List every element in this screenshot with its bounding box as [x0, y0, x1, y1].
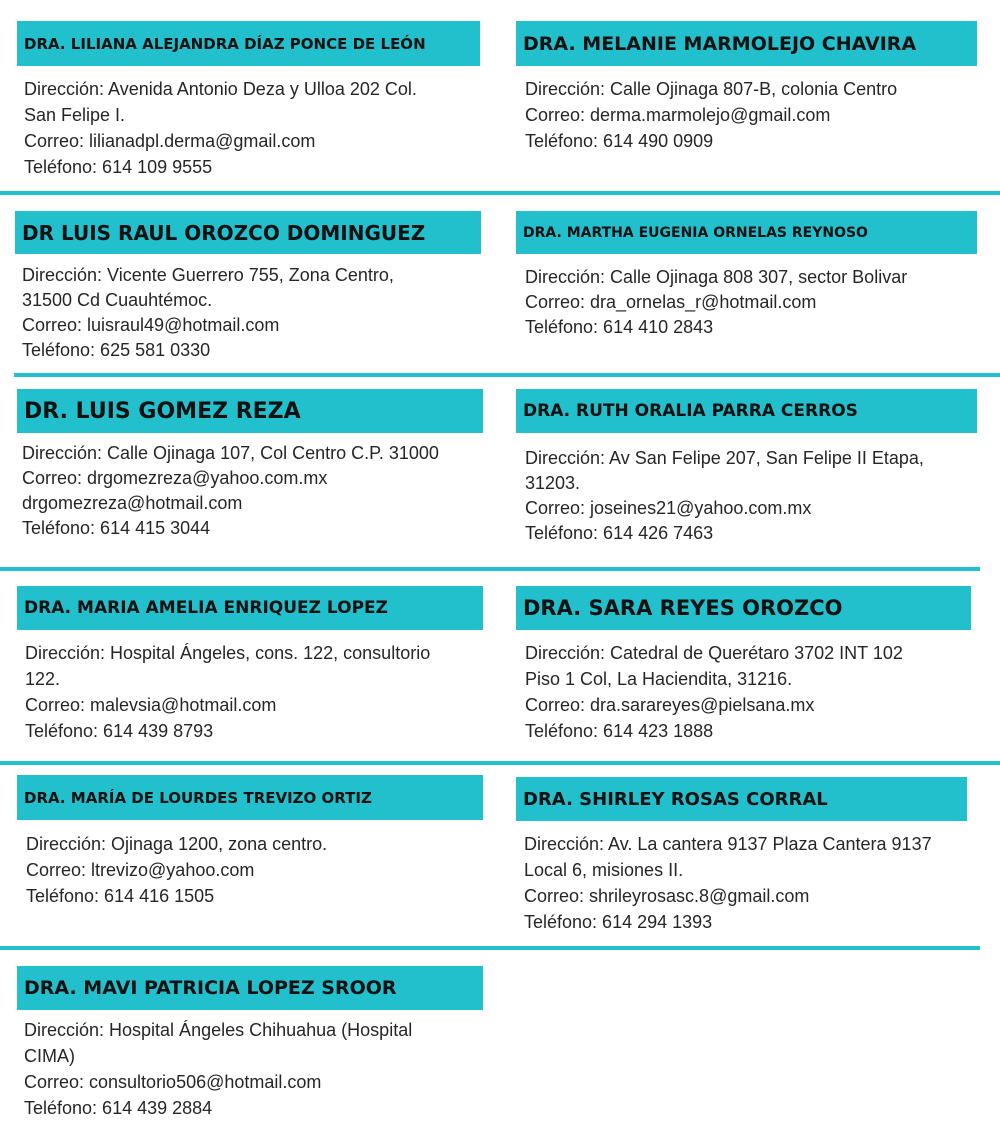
doctor-contact-info: [22, 263, 394, 363]
email-line: Correo: dra_ornelas_r@hotmail.com: [525, 292, 817, 312]
email-line: Correo: derma.marmolejo@gmail.com: [525, 105, 831, 125]
email-line: Correo: shrileyrosasc.8@gmail.com: [524, 886, 810, 906]
section-divider: [0, 946, 980, 950]
email-line: Correo: drgomezreza@yahoo.com.mx: [22, 468, 328, 488]
email-line: Correo: joseines21@yahoo.com.mx: [525, 498, 812, 518]
email-line: Correo: ltrevizo@yahoo.com: [26, 860, 255, 880]
doctor-name: DRA. LILIANA ALEJANDRA DÍAZ PONCE DE LEÓN: [17, 21, 480, 66]
doctor-contact-info: [525, 446, 924, 546]
address-line: 122.: [25, 669, 61, 689]
phone-line: Teléfono: 625 581 0330: [22, 340, 211, 360]
doctor-contact-info: [525, 265, 907, 340]
address-line: Dirección: Calle Ojinaga 807-B, colonia Centro: [525, 79, 898, 99]
doctor-name: DR. LUIS GOMEZ REZA: [17, 389, 483, 433]
email-line: Correo: consultorio506@hotmail.com: [24, 1072, 322, 1092]
phone-line: Teléfono: 614 439 2884: [24, 1098, 213, 1118]
address-line: Piso 1 Col, La Haciendita, 31216.: [525, 669, 793, 689]
section-divider: [0, 567, 980, 571]
address-line: Dirección: Calle Ojinaga 107, Col Centro C.P. 31000: [22, 443, 439, 463]
doctor-name: DRA. MARTHA EUGENIA ORNELAS REYNOSO: [516, 211, 977, 254]
phone-line: Teléfono: 614 416 1505: [26, 886, 215, 906]
email-line: Correo: malevsia@hotmail.com: [25, 695, 277, 715]
address-line: Dirección: Ojinaga 1200, zona centro.: [26, 834, 328, 854]
doctor-name: DRA. RUTH ORALIA PARRA CERROS: [516, 389, 977, 433]
doctor-name: DRA. MARIA AMELIA ENRIQUEZ LOPEZ: [17, 586, 483, 630]
doctor-name: DRA. SHIRLEY ROSAS CORRAL: [516, 777, 967, 821]
phone-line: Teléfono: 614 439 8793: [25, 721, 214, 741]
address-line: San Felipe I.: [24, 105, 126, 125]
doctor-name: DRA. MAVI PATRICIA LOPEZ SROOR: [17, 966, 483, 1010]
address-line: Dirección: Avenida Antonio Deza y Ulloa 202 Col.: [24, 79, 417, 99]
phone-line: Teléfono: 614 109 9555: [24, 157, 213, 177]
address-line: Dirección: Hospital Ángeles, cons. 122, consultorio: [25, 643, 431, 663]
address-line: Dirección: Av. La cantera 9137 Plaza Cantera 9137: [524, 834, 932, 854]
doctor-contact-info: [25, 640, 430, 744]
doctor-contact-info: [22, 441, 439, 541]
doctor-contact-info: [524, 831, 932, 935]
email-line: Correo: luisraul49@hotmail.com: [22, 315, 280, 335]
doctor-contact-info: [26, 831, 327, 909]
phone-line: Teléfono: 614 410 2843: [525, 317, 714, 337]
doctor-contact-info: [525, 640, 903, 744]
phone-line: Teléfono: 614 423 1888: [525, 721, 714, 741]
address-line: Dirección: Catedral de Querétaro 3702 INT 102: [525, 643, 903, 663]
email-line: Correo: dra.sarareyes@pielsana.mx: [525, 695, 815, 715]
address-line: 31500 Cd Cuauhtémoc.: [22, 290, 213, 310]
section-divider: [0, 191, 1000, 195]
address-line: 31203.: [525, 473, 581, 493]
address-line: Dirección: Calle Ojinaga 808 307, sector Bolivar: [525, 267, 908, 287]
doctor-contact-info: [525, 76, 897, 154]
doctor-name: DRA. SARA REYES OROZCO: [516, 586, 971, 630]
phone-line: Teléfono: 614 426 7463: [525, 523, 714, 543]
email-line: Correo: lilianadpl.derma@gmail.com: [24, 131, 316, 151]
doctor-name: DR LUIS RAUL OROZCO DOMINGUEZ: [15, 211, 481, 254]
address-line: CIMA): [24, 1046, 75, 1066]
section-divider: [14, 373, 1000, 377]
phone-line: Teléfono: 614 294 1393: [524, 912, 713, 932]
address-line: Local 6, misiones II.: [524, 860, 684, 880]
doctor-name: DRA. MELANIE MARMOLEJO CHAVIRA: [516, 21, 977, 66]
phone-line: Teléfono: 614 490 0909: [525, 131, 714, 151]
address-line: Dirección: Av San Felipe 207, San Felipe II Etapa,: [525, 448, 924, 468]
email-line: drgomezreza@hotmail.com: [22, 493, 243, 513]
doctor-contact-info: [24, 1017, 412, 1121]
address-line: Dirección: Hospital Ángeles Chihuahua (Hospital: [24, 1020, 413, 1040]
section-divider: [0, 761, 1000, 765]
phone-line: Teléfono: 614 415 3044: [22, 518, 211, 538]
address-line: Dirección: Vicente Guerrero 755, Zona Centro,: [22, 265, 394, 285]
doctor-name: DRA. MARÍA DE LOURDES TREVIZO ORTIZ: [17, 775, 483, 820]
doctor-contact-info: [24, 76, 417, 180]
